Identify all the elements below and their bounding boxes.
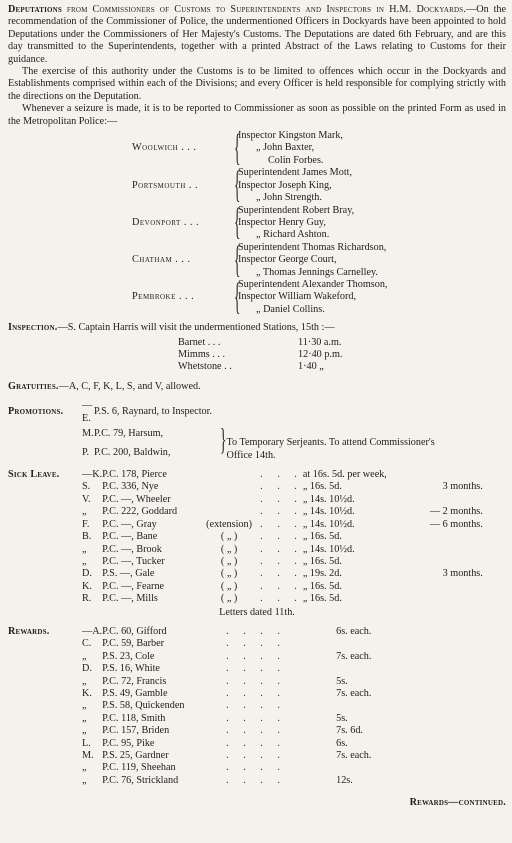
deputations-paragraph <box>8 4 506 66</box>
reward-row: „ P.S. 58, Quickenden . . . . <box>82 700 286 712</box>
sick-leave-row: D. P.S. —, Gale ( „ ) . . . „ 19s. 2d. 3 months. <box>82 568 483 580</box>
deputations-heading-rest: from Commissioners of Customs to Superintendents and Inspectors in H.M. Dockyards. <box>66 4 467 15</box>
officer: Colin Forbes. <box>268 154 324 166</box>
officer: „ Thomas Jennings Carnelley. <box>256 266 378 278</box>
officer: Inspector Joseph King, <box>238 179 332 191</box>
station-chatham: Chatham . . . { Superintendent Thomas Richardson, Inspector George Court, „ Thomas Jennings Carnelley. <box>132 238 387 281</box>
inspection-section <box>8 322 506 374</box>
sick-leave-row: S. P.C. 336, Nye . . . „ 16s. 5d. 3 months. <box>82 481 483 493</box>
station-name: Pembroke . . . <box>132 291 195 303</box>
reward-row: „ P.S. 23, Cole . . . . 7s. each. <box>82 650 372 662</box>
promotions-section: Promotions. —E. P.S. 6, Raynard, to Inspector. M. P.C. 79, Harsum, } To Temporary Serjeants. To attend Commissioner's Office 14th. P. P.C. 200, Baldwin, <box>8 400 435 461</box>
officer: Superintendent James Mott, <box>238 167 353 179</box>
officer: Inspector William Wakeford, <box>238 291 357 303</box>
reward-row: M. P.S. 25, Gardner . . . . 7s. each. <box>82 750 372 761</box>
deputations-body: —On the recommendation of the Commissioner of Police, the undermentioned Officers in Dockyards have been appointed to hold Deputations under the Commissioners of Her Majesty's Customs. The Deputations are dated 6th February, and are this day transmitted to the Superintendents, together with a printed Abstract of the Laws relating to Customs for their guidance. <box>8 4 507 65</box>
sick-leave-row: K. P.C. —, Fearne ( „ ) . . . „ 16s. 5d. <box>82 580 342 592</box>
station-name: Devonport . . . <box>132 216 200 228</box>
officer: Inspector Henry Guy, <box>238 216 326 228</box>
officer: Superintendent Alexander Thomson, <box>238 278 388 290</box>
sick-leave-row: B. P.C. —, Bane ( „ ) . . . „ 16s. 5d. <box>82 531 342 543</box>
station-portsmouth: Portsmouth . . { Superintendent James Mott, Inspector Joseph King, „ John Strength. <box>132 167 387 204</box>
rewards-section <box>8 626 506 810</box>
inspection-text: —S. Captain Harris will visit the undermentioned Stations, 15th :— <box>57 322 335 334</box>
sick-leave-row: R. P.C. —, Mills ( „ ) . . . „ 16s. 5d. <box>82 593 342 605</box>
officer: Inspector George Court, <box>238 254 337 266</box>
reward-row: „ P.C. 157, Briden . . . . 7s. 6d. <box>82 725 363 737</box>
promotion-row: P.C. 79, Harsum, <box>94 428 164 440</box>
inspection-heading: Inspection. <box>8 322 58 334</box>
deputations-heading: Deputations <box>8 4 63 15</box>
station-name: Portsmouth . . <box>132 179 198 191</box>
deputations-para2: The exercise of this authority under the Customs is to be limited to offences which occur in the Dockyards and Establishments comprised within each of the Divisions; and every Officer is held responsible for complying strictly with the directions on the Deputation. <box>8 66 506 102</box>
inspection-row: Barnet . . . 11·30 a.m. <box>178 336 342 348</box>
officer: Inspector Kingston Mark, <box>238 130 343 142</box>
sick-leave-row: F. P.C. —, Gray (extension) . . . „ 14s. 10½d. — 6 months. <box>82 518 483 530</box>
station-devonport: Devonport . . . { Superintendent Robert Bray, Inspector Henry Guy, „ Richard Ashton. <box>132 205 387 242</box>
reward-row: „ P.C. 72, Francis . . . . 5s. <box>82 675 348 687</box>
reward-row: „ P.C. 76, Strickland . . . . 12s. <box>82 774 353 786</box>
promotions-heading: Promotions. <box>8 406 64 418</box>
reward-row: „ P.C. 119, Sheehan . . . . <box>82 762 286 774</box>
gratuities-section <box>8 381 506 393</box>
gratuities-heading: Gratuities. <box>8 380 59 392</box>
station-name: Chatham . . . <box>132 254 191 266</box>
reward-row: Rewards. —A. P.C. 60, Gifford . . . . 6s. each. <box>8 625 372 637</box>
gratuities-text: —A, C, F, K, L, S, and V, allowed. <box>58 380 201 392</box>
inspection-stations <box>178 337 342 374</box>
promotion-row: P.C. 200, Baldwin, <box>94 446 171 458</box>
reward-row: L. P.C. 95, Pike . . . . 6s. <box>82 737 348 749</box>
sick-leave-row: Sick Leave. —K. P.C. 178, Pierce . . . at 16s. 5d. per week, <box>8 469 387 481</box>
sick-leave-table <box>8 469 483 605</box>
sick-leave-row: „ P.C. —, Tucker ( „ ) . . . „ 16s. 5d. <box>82 555 342 567</box>
reward-row: C. P.C. 59, Barber . . . . <box>82 638 286 650</box>
officer: Superintendent Thomas Richardson, <box>238 241 387 253</box>
inspection-row: Mimms . . . 12·40 p.m. <box>178 348 343 360</box>
reward-row: „ P.C. 118, Smith . . . . 5s. <box>82 712 348 724</box>
promotion-note: To Temporary Serjeants. To attend Commissioner's <box>226 437 435 449</box>
officer: „ Richard Ashton. <box>256 229 330 241</box>
sick-leave-row: „ P.C. 222, Goddard . . . „ 14s. 10½d. — 2 months. <box>82 506 483 518</box>
sick-leave-section <box>8 469 506 619</box>
officer: Superintendent Robert Bray, <box>238 204 355 216</box>
sick-leave-row: V. P.C. —, Wheeler . . . „ 14s. 10½d. <box>82 493 355 505</box>
inspection-row: Whetstone . . 1·40 „ <box>178 361 324 373</box>
promotion-note: Office 14th. <box>226 449 276 461</box>
officer: „ John Strength. <box>256 192 322 204</box>
deputations-para3: Whenever a seizure is made, it is to be reported to Commissioner as soon as possible on the printed Form as used in the Metropolitan Police:— <box>8 103 506 127</box>
station-woolwich: Woolwich . . . { Inspector Kingston Mark, „ John Baxter, Colin Forbes. <box>132 130 387 167</box>
rewards-table <box>8 626 436 787</box>
promotion-row: P.S. 6, Raynard, to Inspector. <box>94 406 212 418</box>
station-name: Woolwich . . . <box>132 142 197 154</box>
reward-row: K. P.S. 49, Gamble . . . . 7s. each. <box>82 687 372 699</box>
officer: „ John Baxter, <box>256 142 315 154</box>
officer: „ Daniel Collins. <box>256 303 325 315</box>
sick-leave-row: „ P.C. —, Brook ( „ ) . . . „ 14s. 10½d. <box>82 543 355 555</box>
station-pembroke: Pembroke . . . { Superintendent Alexander Thomson, Inspector William Wakeford, „ Daniel Collins. <box>132 275 388 318</box>
sick-leave-letters: Letters dated 11th. <box>219 606 295 618</box>
rewards-continued: Rewards—continued. <box>409 797 506 809</box>
deputation-stations <box>132 126 388 318</box>
reward-row: D. P.S. 16, White . . . . <box>82 663 286 675</box>
